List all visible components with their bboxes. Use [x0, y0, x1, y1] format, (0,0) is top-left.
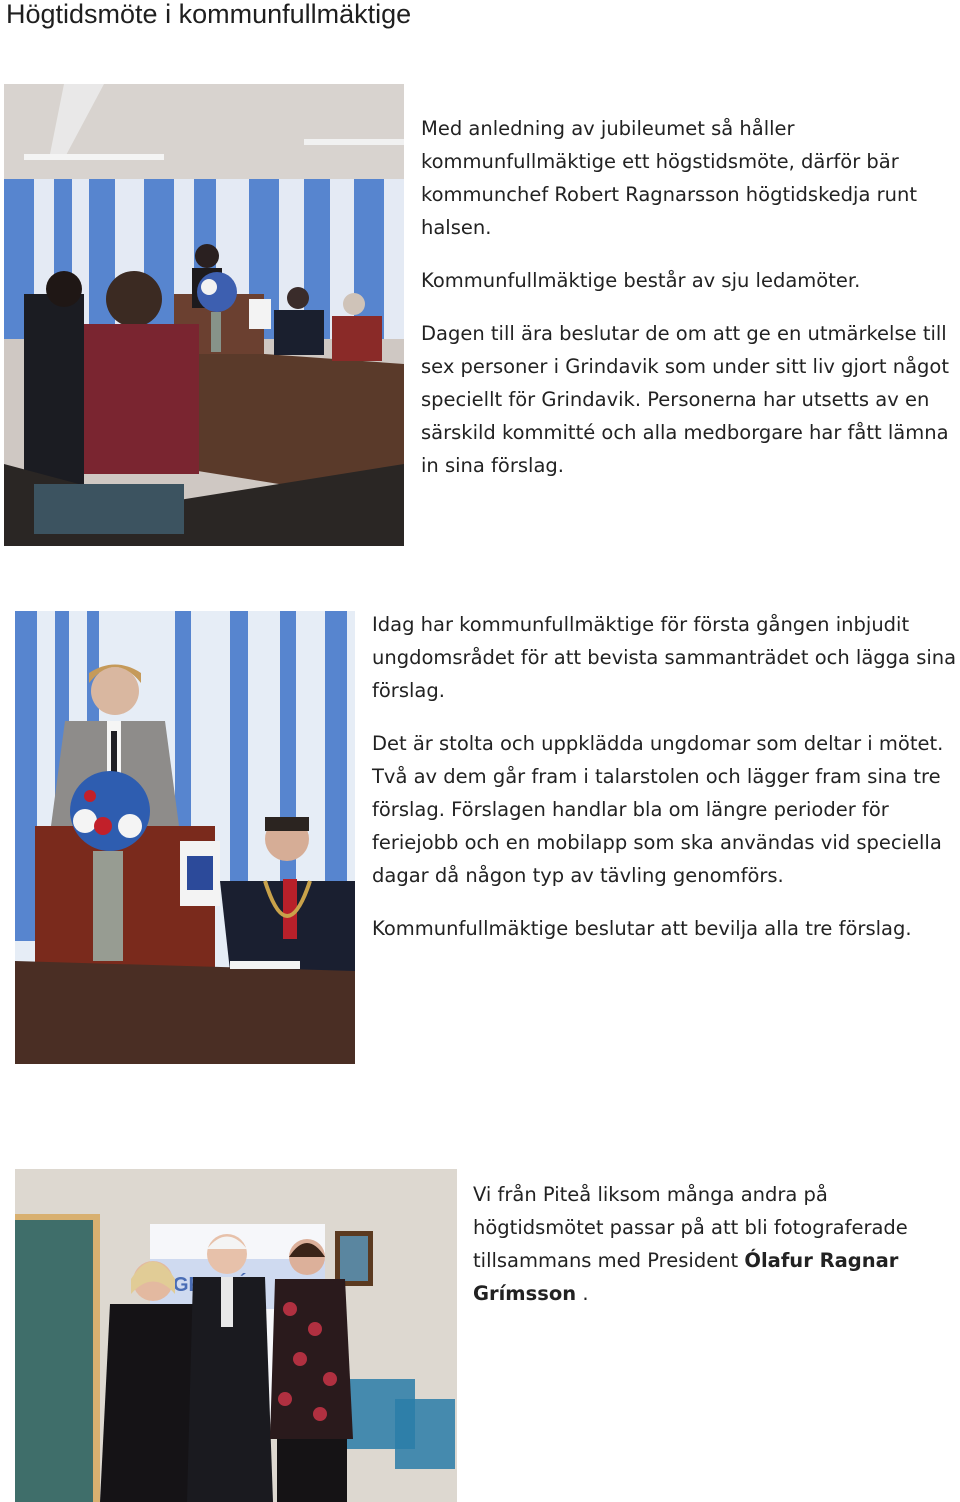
section2-text: [372, 608, 960, 965]
section3-paragraph-end: .: [576, 1282, 589, 1305]
section2-paragraph-1: Idag har kommunfullmäktige för första gången inbjudit ungdomsrådet för att bevista sammanträdet och lägga sina förslag.: [372, 613, 957, 702]
page-title: Högtidsmöte i kommunfullmäktige: [6, 0, 412, 29]
section3-paragraph-1: [473, 1178, 960, 1310]
section1-paragraph-3: Dagen till ära beslutar de om att ge en utmärkelse till sex personer i Grindavik som under sitt liv gjort något speciellt för Grindavik. Personerna har utsetts av en särskild kommitté och alla medborgare har fått lämna in sina förslag.: [421, 322, 949, 477]
photo-group-with-president: [15, 1169, 457, 1502]
section3-text: [473, 1178, 960, 1330]
section2-paragraph-2: Det är stolta och uppklädda ungdomar som deltar i mötet. Två av dem går fram i talarstolen och lägger fram sina tre förslag. Förslagen handlar bla om längre perioder för feriejobb och en mobilapp som ska användas vid speciella dagar då någon typ av tävling genomförs.: [372, 732, 944, 887]
president-name: Ólafur Ragnar Grímsson: [473, 1249, 899, 1305]
section1-paragraph-1: Med anledning av jubileumet så håller kommunfullmäktige ett högstidsmöte, därför bär kommunchef Robert Ragnarsson högtidskedja runt halsen.: [421, 117, 917, 239]
section2-paragraph-3: Kommunfullmäktige beslutar att bevilja alla tre förslag.: [372, 917, 912, 940]
photo-council-meeting: [4, 84, 404, 546]
section1-paragraph-2: Kommunfullmäktige består av sju ledamöter.: [421, 269, 861, 292]
banner-text: GRI: [173, 1274, 209, 1296]
section1-text: [421, 112, 959, 502]
section3-paragraph-text: Vi från Piteå liksom många andra på högtidsmötet passar på att bli fotograferade tillsammans med President: [473, 1183, 908, 1272]
photo-youth-at-podium: [15, 611, 355, 1064]
